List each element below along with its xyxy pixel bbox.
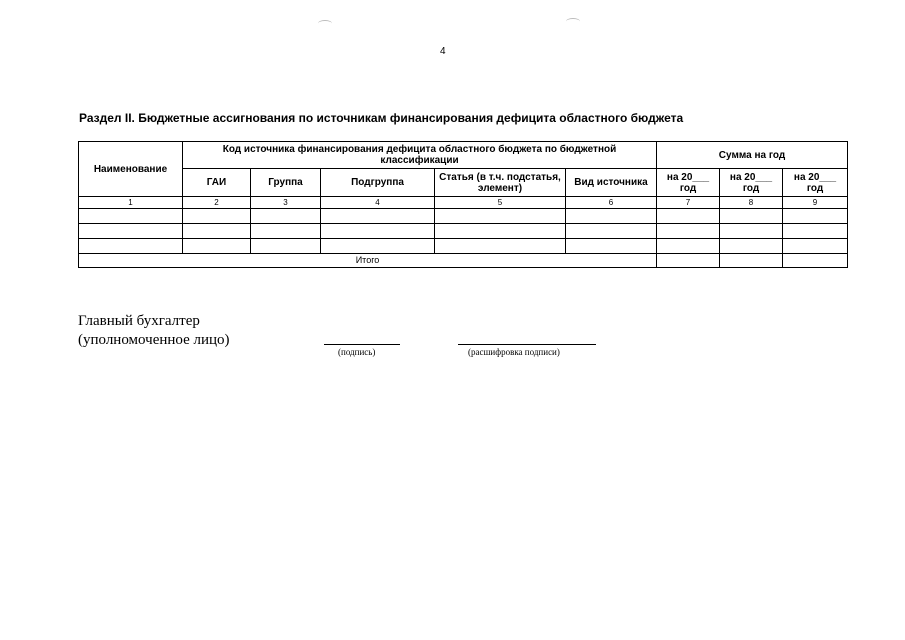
total-label: Итого [79, 254, 657, 268]
total-value-year-2 [720, 254, 783, 268]
table-row [79, 209, 848, 224]
table-cell [657, 209, 720, 224]
total-value-year-3 [783, 254, 848, 268]
total-row [79, 254, 848, 268]
table-cell [79, 209, 183, 224]
table-cell [183, 209, 251, 224]
column-header-article: Статья (в т.ч. подстатья, элемент) [435, 169, 566, 197]
scan-artifact-mark [318, 20, 332, 27]
signatory-subtitle: (уполномоченное лицо) [78, 332, 230, 348]
column-group-sum: Сумма на год [657, 142, 848, 169]
column-header-subgroup: Подгруппа [321, 169, 435, 197]
column-header-gai: ГАИ [183, 169, 251, 197]
total-value-year-1 [657, 254, 720, 268]
table-row [79, 239, 848, 254]
table-cell [321, 209, 435, 224]
table-cell [566, 239, 657, 254]
table-cell [783, 239, 848, 254]
column-number: 1 [79, 197, 183, 209]
table-cell [79, 224, 183, 239]
column-number: 3 [251, 197, 321, 209]
table-cell [435, 224, 566, 239]
table-cell [251, 239, 321, 254]
table-cell [183, 239, 251, 254]
column-number: 7 [657, 197, 720, 209]
column-group-code: Код источника финансирования дефицита областного бюджета по бюджетной классификации [183, 142, 657, 169]
signature-decoding-caption: (расшифровка подписи) [468, 347, 560, 357]
column-numbers-row [79, 197, 848, 209]
column-number: 5 [435, 197, 566, 209]
table-cell [657, 239, 720, 254]
table-cell [251, 224, 321, 239]
table-cell [321, 239, 435, 254]
column-header-year-2: на 20___ год [720, 169, 783, 197]
table-cell [79, 239, 183, 254]
column-header-year-1: на 20___ год [657, 169, 720, 197]
table-cell [251, 209, 321, 224]
table-cell [657, 224, 720, 239]
budget-sources-table [78, 141, 848, 268]
column-number: 6 [566, 197, 657, 209]
table-cell [321, 224, 435, 239]
page-number: 4 [440, 46, 446, 57]
signatory-block [78, 312, 230, 350]
table-row [79, 224, 848, 239]
section-title: Раздел II. Бюджетные ассигнования по источникам финансирования дефицита областного бюджета [79, 111, 684, 125]
table-cell [435, 209, 566, 224]
signature-caption: (подпись) [338, 347, 376, 357]
column-header-year-3: на 20___ год [783, 169, 848, 197]
table-cell [783, 224, 848, 239]
column-number: 8 [720, 197, 783, 209]
column-number: 4 [321, 197, 435, 209]
column-header-group: Группа [251, 169, 321, 197]
scan-artifact-mark [566, 18, 580, 25]
column-number: 9 [783, 197, 848, 209]
table-cell [183, 224, 251, 239]
signature-decoding-line [458, 344, 596, 345]
table-cell [566, 224, 657, 239]
table-cell [566, 209, 657, 224]
table-cell [783, 209, 848, 224]
table-cell [720, 224, 783, 239]
column-header-source-type: Вид источника [566, 169, 657, 197]
column-header-name: Наименование [79, 142, 183, 197]
signature-line [324, 344, 400, 345]
column-number: 2 [183, 197, 251, 209]
table-cell [720, 209, 783, 224]
signatory-title: Главный бухгалтер [78, 313, 200, 329]
table-cell [435, 239, 566, 254]
table-cell [720, 239, 783, 254]
